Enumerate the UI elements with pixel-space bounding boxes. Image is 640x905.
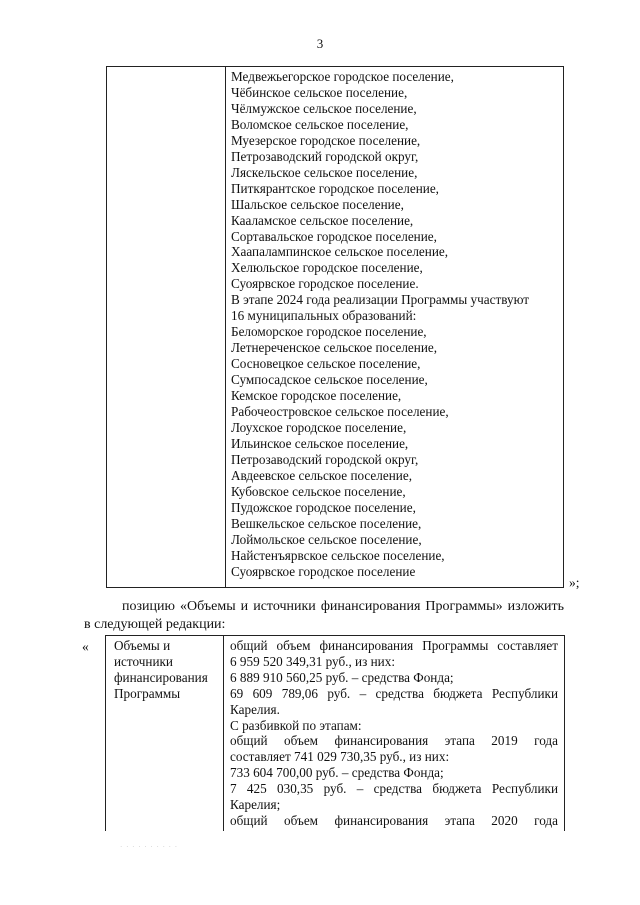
list-item: Лоухское городское поселение, [231,419,407,435]
funding-table [105,635,565,831]
list-item: Ляскельское сельское поселение, [231,164,418,180]
funding-line: 69 609 789,06 руб. – средства бюджета Республики [230,685,558,701]
list-item: Суоярвское городское поселение. [231,276,419,292]
list-item: Вешкельское сельское поселение, [231,515,422,531]
list-item: Пудожское городское поселение, [231,499,416,515]
funding-heading-cell [114,638,218,702]
funding-line: 733 604 700,00 руб. – средства Фонда; [230,765,444,781]
list-item: Чёбинское сельское поселение, [231,84,408,100]
list-item: Хелюльское городское поселение, [231,260,423,276]
municipalities-table [106,66,564,588]
funding-line: Карелия. [230,701,280,717]
funding-line: общий объем финансирования этапа 2019 года [230,733,558,749]
list-item: Муезерское городское поселение, [231,132,421,148]
list-item: Петрозаводский городской округ, [231,148,419,164]
table-column-divider [223,636,224,831]
stage-2024-count: 16 муниципальных образований: [231,308,417,324]
heading-line: Программы [114,685,181,701]
list-item: Петрозаводский городской округ, [231,451,419,467]
list-item: Сумпосадское сельское поселение, [231,372,428,388]
list-item: Шальское сельское поселение, [231,196,404,212]
list-item: Питкярантское городское поселение, [231,180,439,196]
stage-2024-intro: В этапе 2024 года реализации Программы участвуют [231,292,530,308]
list-item: Кемское городское поселение, [231,388,402,404]
funding-line: 6 889 910 560,25 руб. – средства Фонда; [230,669,454,685]
list-item: Кубовское сельское поселение, [231,483,406,499]
list-item: Чёлмужское сельское поселение, [231,100,417,116]
list-item: Медвежьегорское городское поселение, [231,69,454,84]
list-item: Авдеевское сельское поселение, [231,467,412,483]
funding-line: 7 425 030,35 руб. – средства бюджета Республики [230,781,558,797]
page-number: 3 [316,36,324,51]
funding-line: 6 959 520 349,31 руб., из них: [230,653,395,669]
heading-line: Объемы и [114,638,171,653]
list-item: Ильинское сельское поселение, [231,435,409,451]
list-item: Беломорское городское поселение, [231,324,427,340]
list-item: Найстенъярвское сельское поселение, [231,547,445,563]
opening-quote: « [82,639,89,654]
amendment-line-1: позицию «Объемы и источники финансирования Программы» изложить [122,599,564,614]
closing-quote: »; [569,575,580,590]
table-column-divider [225,67,226,587]
list-item: Сортавальское городское поселение, [231,228,437,244]
municipalities-list [231,69,557,580]
scan-artifact: · · · · · · · · · · [120,843,179,851]
funding-line: С разбивкой по этапам: [230,717,362,733]
list-item: Суоярвское городское поселение [231,563,416,579]
funding-details-cell [230,638,558,829]
list-item: Лоймольское сельское поселение, [231,531,422,547]
funding-line: общий объем финансирования этапа 2020 года [230,812,558,828]
heading-line: финансирования [114,669,208,685]
list-item: Кааламское сельское поселение, [231,212,414,228]
funding-line: Карелия; [230,797,281,813]
list-item: Хаапалампинское сельское поселение, [231,244,449,260]
list-item: Воломское сельское поселение, [231,116,409,132]
funding-line: составляет 741 029 730,35 руб., из них: [230,749,450,765]
list-item: Рабочеостровское сельское поселение, [231,404,449,420]
list-item: Летнереченское сельское поселение, [231,340,438,356]
funding-line: общий объем финансирования Программы составляет [230,638,558,653]
heading-line: источники [114,653,173,669]
amendment-paragraph [84,598,564,634]
amendment-line-2: в следующей редакции: [84,617,226,632]
list-item: Сосновецкое сельское поселение, [231,356,421,372]
